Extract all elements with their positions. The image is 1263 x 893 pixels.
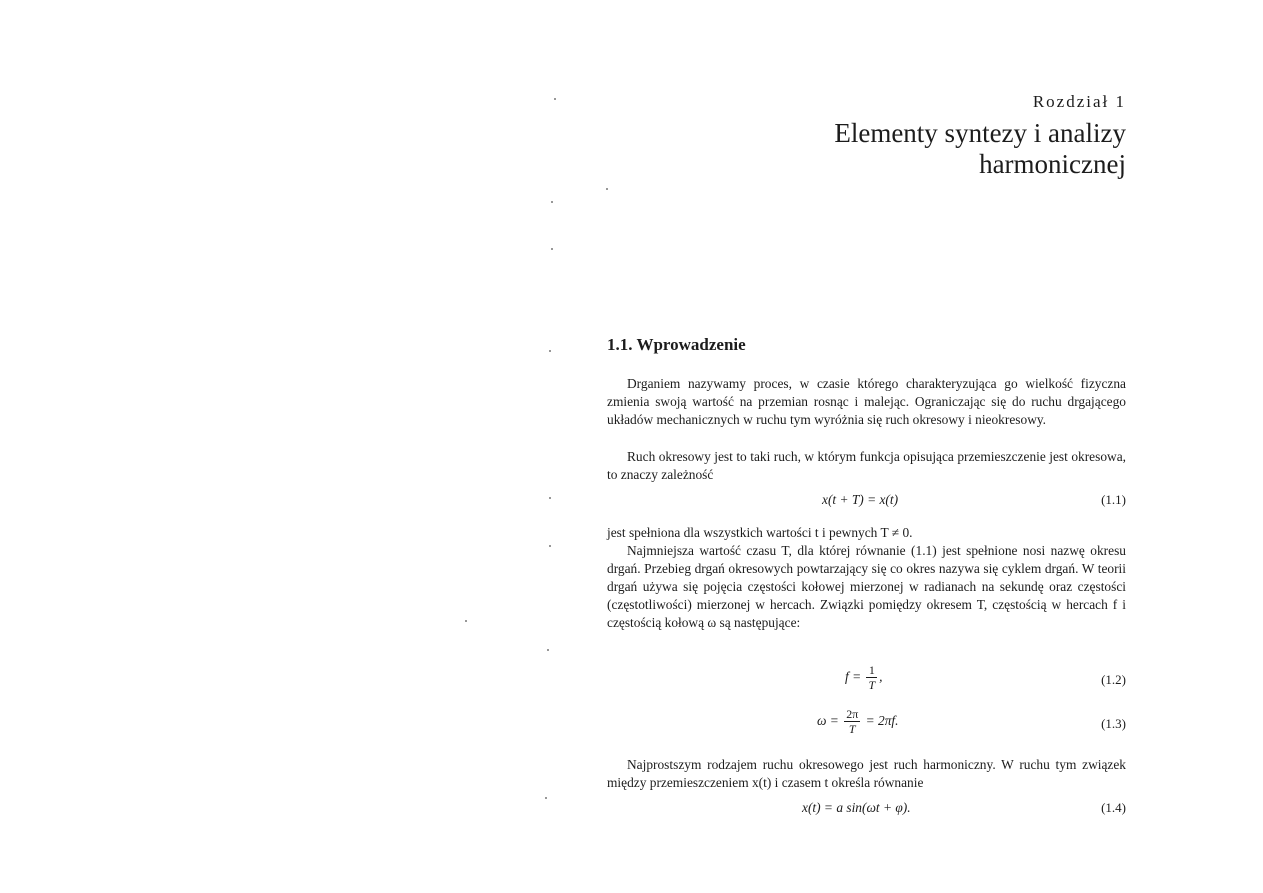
chapter-title-line-2: harmonicznej [979,149,1126,179]
scan-speck [547,649,549,651]
equation-1-3-denominator: T [848,722,856,736]
paragraph-3: jest spełniona dla wszystkich wartości t i pewnych T ≠ 0. [607,525,913,540]
equation-1-1-number: (1.1) [1101,492,1126,507]
equation-1-2-tail: , [879,669,883,685]
scan-speck [465,620,467,622]
scan-speck [551,248,553,250]
equation-1-3-rhs: = 2πf. [865,713,899,729]
equation-1-3 [607,708,1126,740]
equation-1-3-expression [817,708,898,736]
chapter-title [706,118,1126,180]
scan-speck [545,797,547,799]
equation-1-4-number: (1.4) [1101,800,1126,815]
paragraph-2: Ruch okresowy jest to taki ruch, w którym funkcja opisująca przemieszczenie jest okresowa, to znaczy zależność [607,449,1126,482]
paragraph-4: Najmniejsza wartość czasu T, dla której równanie (1.1) jest spełnione nosi nazwę okresu drgań. Przebieg drgań okresowych powtarzający się co okres nazywa się cyklem drgań. W teorii drgań używa się pojęcia częstości kołowej mierzonej w radianach na sekundę oraz częstości (częstotliwości) mierzonej w hercach. Związki pomiędzy okresem T, częstością w hercach f i częstością kołową ω są następujące: [607,543,1126,630]
equation-1-2-number: (1.2) [1101,672,1126,687]
equation-1-3-numerator: 2π [846,707,859,721]
scan-speck [549,350,551,352]
section-heading: 1.1. Wprowadzenie [607,335,746,354]
equation-1-4 [607,796,1126,822]
chapter-label: Rozdział 1 [1032,92,1126,111]
equation-1-2-fraction [866,664,877,692]
paragraph-5: Najprostszym rodzajem ruchu okresowego jest ruch harmoniczny. W ruchu tym związek między przemieszczeniem x(t) i czasem t określa równanie [607,757,1126,790]
scan-speck [606,188,608,190]
equation-1-4-expression: x(t) = a sin(ωt + φ). [802,800,911,815]
scan-speck [554,98,556,100]
equation-1-1 [607,488,1126,514]
equation-1-3-fraction [844,708,860,736]
equation-1-2-expression [845,664,883,692]
equation-1-2 [607,664,1126,696]
equation-1-3-number: (1.3) [1101,716,1126,731]
equation-1-2-lhs: f = [845,669,862,685]
scan-speck [549,545,551,547]
equation-1-2-denominator: T [868,678,876,692]
scan-speck [551,201,553,203]
chapter-title-line-1: Elementy syntezy i analizy [834,118,1126,148]
scan-speck [549,497,551,499]
paragraph-1: Drganiem nazywamy proces, w czasie którego charakteryzująca go wielkość fizyczna zmienia swoją wartość na przemian rosnąc i malejąc. Ograniczając się do ruchu drgającego układów mechanicznych w ruchu tym wyróżnia się ruch okresowy i nieokresowy. [607,376,1126,427]
equation-1-1-expression: x(t + T) = x(t) [822,492,899,507]
equation-1-2-numerator: 1 [866,664,877,678]
equation-1-3-lhs: ω = [817,713,839,729]
